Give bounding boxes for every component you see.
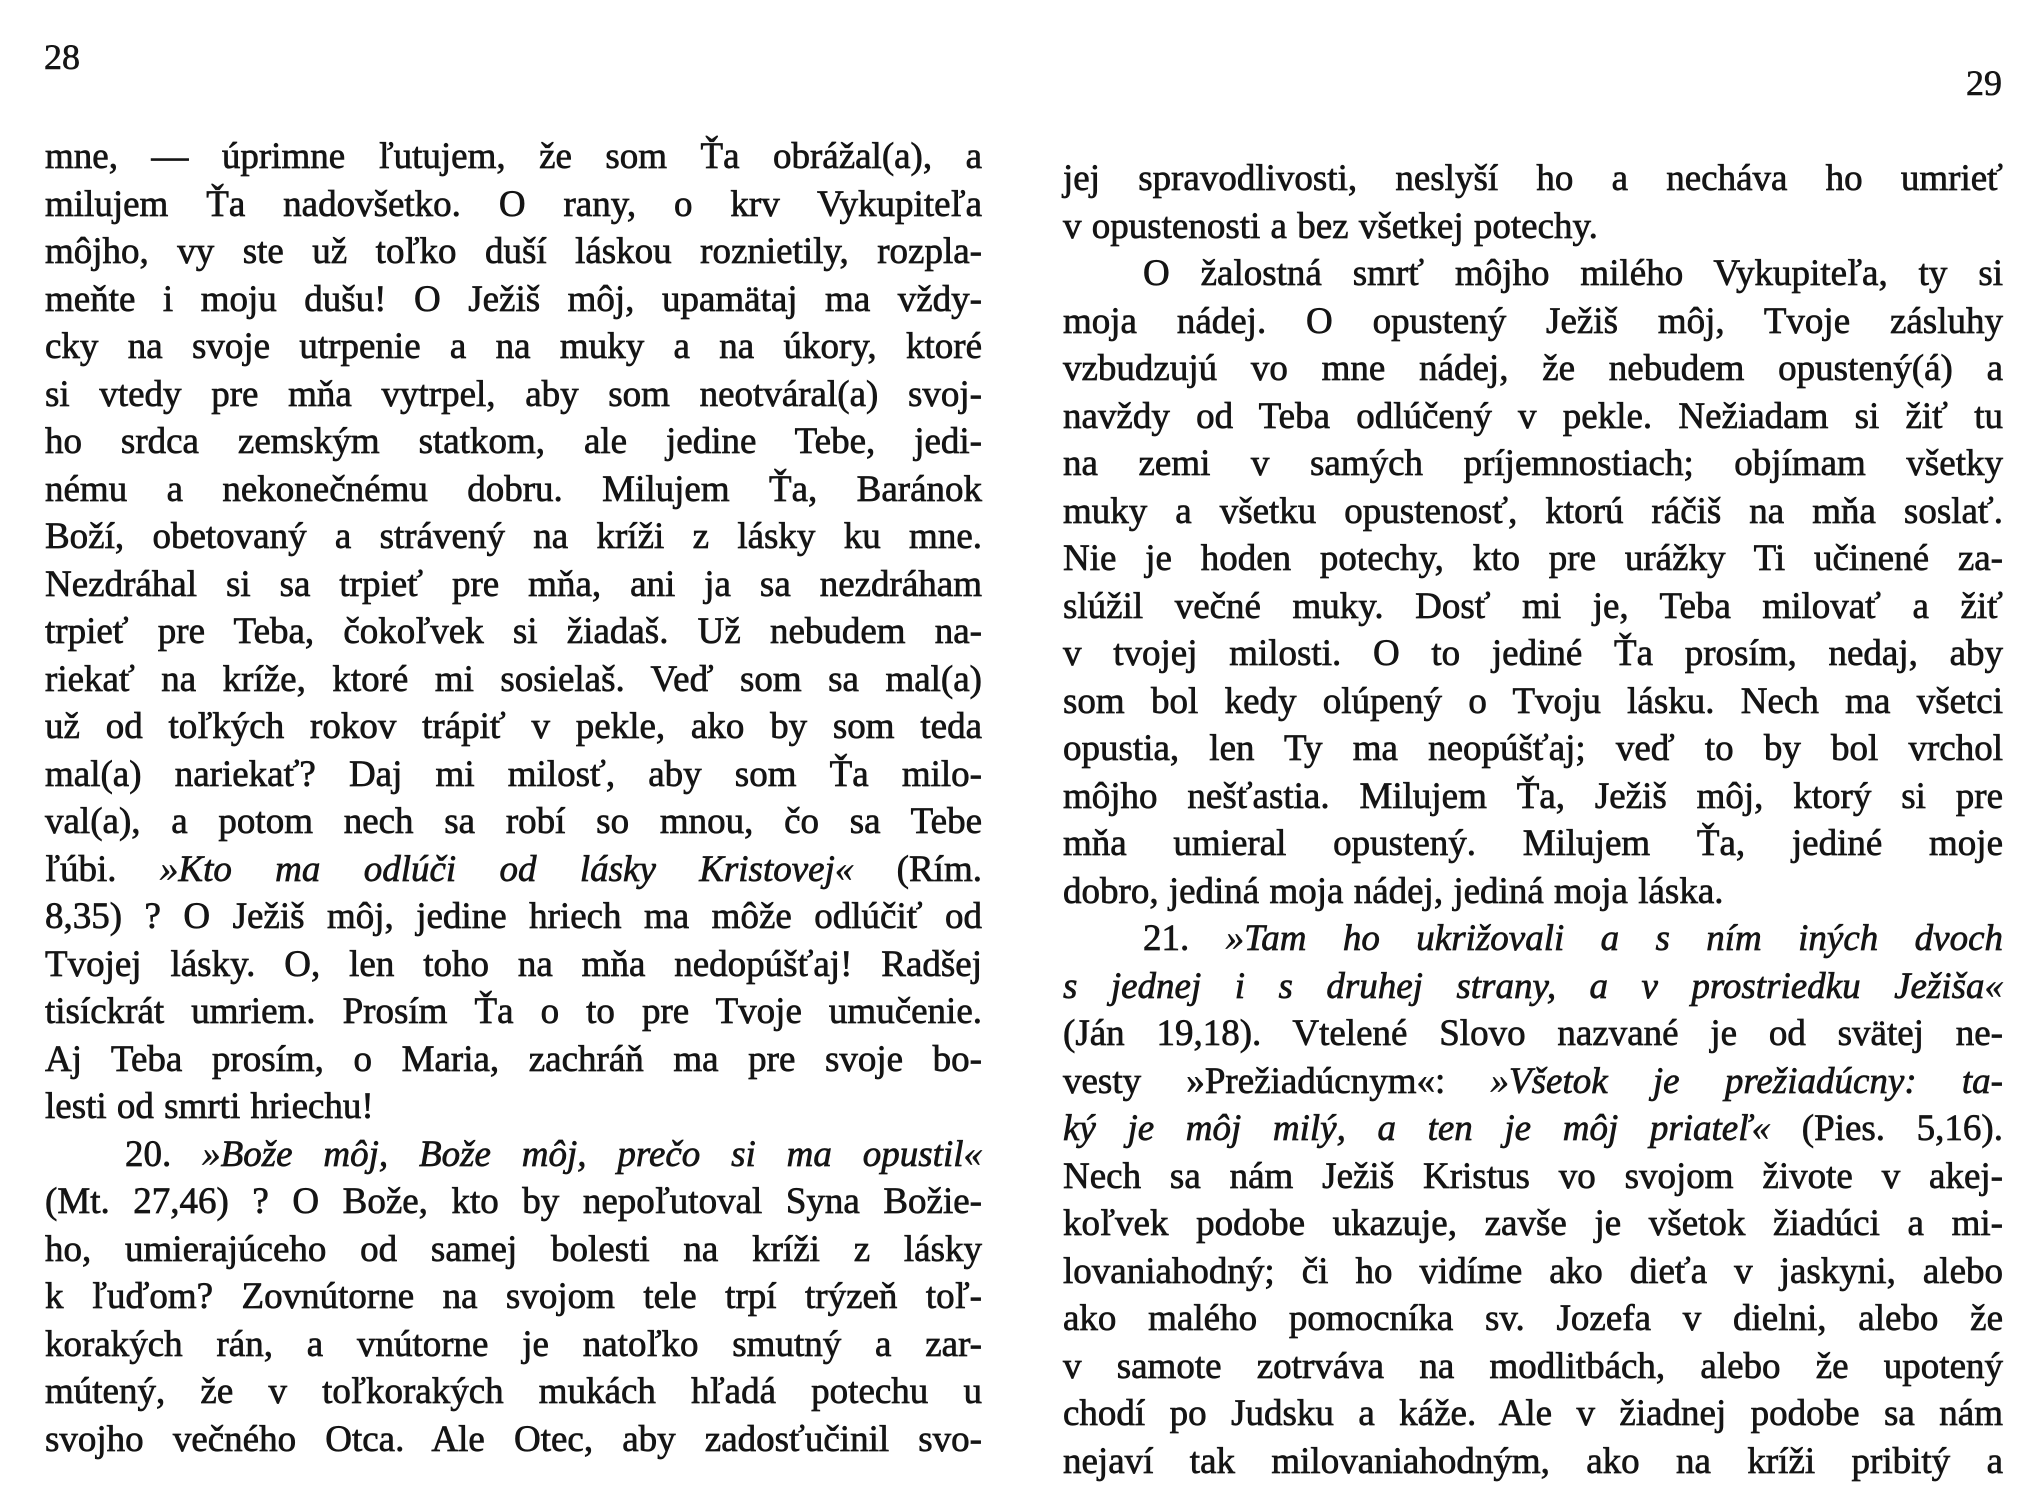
text-run: vesty »Prežiadúcnym«: (1063, 1060, 1491, 1102)
italic-quote: »Všetok je prežiadúcny: ta- (1490, 1060, 2003, 1102)
text-line (45, 181, 982, 229)
text-line (45, 846, 982, 894)
text-line (45, 941, 982, 989)
text-run: Nie je hoden potechy, kto pre urážky Ti učinené za- (1063, 538, 2003, 579)
text-run: lesti od smrti hriechu! (45, 1086, 374, 1127)
text-run: Tvojej lásky. O, len toho na mňa nedopúšťaj! Radšej (45, 943, 982, 985)
text-run: nejaví tak milovaniahodným, ako na kríži pribitý a (1063, 1440, 2003, 1482)
text-line (1063, 298, 2003, 346)
text-line (45, 1131, 982, 1179)
text-run: ho srdca zemským statkom, ale jedine Tebe, jedi- (45, 421, 982, 462)
text-run: Nech sa nám Ježiš Kristus vo svojom živote v akej- (1063, 1155, 2003, 1197)
text-line (1063, 155, 2003, 203)
text-run: O žalostná smrť môjho milého Vykupiteľa, ty si (1143, 253, 2003, 294)
text-line (1063, 820, 2003, 868)
text-run: moja nádej. O opustený Ježiš môj, Tvoje zásluhy (1063, 300, 2003, 342)
text-line (45, 703, 982, 751)
page-number-left: 28 (44, 37, 80, 77)
text-line (45, 751, 982, 799)
text-line (45, 656, 982, 704)
text-line (1063, 250, 2003, 298)
text-line (45, 1226, 982, 1274)
text-run: Boží, obetovaný a strávený na kríži z lásky ku mne. (45, 516, 982, 557)
text-line (45, 1083, 982, 1131)
text-line (1063, 725, 2003, 773)
text-run: môjho nešťastia. Milujem Ťa, Ježiš môj, ktorý si pre (1063, 775, 2003, 817)
text-run: lovaniahodný; či ho vidíme ako dieťa v jaskyni, alebo (1063, 1250, 2003, 1292)
text-line (1063, 1390, 2003, 1438)
text-line (1063, 1105, 2003, 1153)
text-line (45, 798, 982, 846)
text-run: navždy od Teba odlúčený v pekle. Nežiadam si žiť tu (1063, 395, 2003, 437)
text-run: mňa umieral opustený. Milujem Ťa, jediné moje (1063, 823, 2003, 864)
text-line (45, 893, 982, 941)
text-run: ako malého pomocníka sv. Jozefa v dielni, alebo že (1063, 1298, 2003, 1339)
text-run: vzbudzujú vo mne nádej, že nebudem opustený(á) a (1063, 348, 2003, 389)
text-run: už od toľkých rokov trápiť v pekle, ako by som teda (45, 706, 982, 747)
text-run: v tvojej milosti. O to jediné Ťa prosím, nedaj, aby (1063, 633, 2003, 674)
text-run: opustia, len Ty ma neopúšťaj; veď to by bol vrchol (1063, 728, 2003, 769)
text-line (45, 1036, 982, 1084)
text-run: (Pies. 5,16). (1770, 1108, 2003, 1149)
italic-quote: s jednej i s druhej strany, a v prostriedku Ježiša« (1063, 965, 2003, 1007)
italic-quote: »Bože môj, Bože môj, prečo si ma opustil« (202, 1133, 983, 1175)
text-line (45, 513, 982, 561)
text-run: som bol kedy olúpený o Tvoju lásku. Nech ma všetci (1063, 680, 2003, 722)
text-run: (Mt. 27,46) ? O Bože, kto by nepoľutoval Syna Božie- (45, 1181, 982, 1222)
text-line (45, 371, 982, 419)
text-run: jej spravodlivosti, neslyší ho a necháva ho umrieť (1063, 158, 2003, 199)
italic-quote: ký je môj milý, a ten je môj priateľ« (1063, 1108, 1771, 1149)
text-run: muky a všetku opustenosť, ktorú ráčiš na mňa soslať. (1063, 490, 2003, 532)
text-line (1063, 915, 2003, 963)
text-run: riekať na kríže, ktoré mi sosielaš. Veď som sa mal(a) (45, 658, 982, 700)
text-run: korakých rán, a vnútorne je natoľko smutný a zar- (45, 1323, 982, 1365)
text-run: svojho večného Otca. Ale Otec, aby zadosťučinil svo- (45, 1418, 982, 1460)
text-line (45, 1273, 982, 1321)
text-line (1063, 440, 2003, 488)
text-run: mne, — úprimne ľutujem, že som Ťa obrážal(a), a (45, 136, 982, 177)
left-page-text (45, 133, 982, 1463)
text-line (45, 561, 982, 609)
text-run: nému a nekonečnému dobru. Milujem Ťa, Baránok (45, 468, 982, 510)
text-line (1063, 1343, 2003, 1391)
text-line (45, 228, 982, 276)
text-run: cky na svoje utrpenie a na muky a na úkory, ktoré (45, 326, 982, 367)
right-page-text (1063, 155, 2003, 1485)
text-run: mútený, že v toľkorakých mukách hľadá potechu u (45, 1371, 982, 1412)
text-line (45, 133, 982, 181)
text-line (1063, 1248, 2003, 1296)
text-line (1063, 1438, 2003, 1486)
text-run: tisíckrát umriem. Prosím Ťa o to pre Tvoje umučenie. (45, 991, 982, 1032)
text-run: koľvek podobe ukazuje, zavše je všetok žiadúci a mi- (1063, 1203, 2003, 1244)
text-line (1063, 678, 2003, 726)
text-run: na zemi v samých príjemnostiach; objímam všetky (1063, 443, 2003, 484)
text-line (1063, 535, 2003, 583)
text-run: 8,35) ? O Ježiš môj, jedine hriech ma môže odlúčiť od (45, 896, 982, 937)
text-line (1063, 630, 2003, 678)
text-run: môjho, vy ste už toľko duší láskou roznietily, rozpla- (45, 231, 982, 272)
text-run: (Ján 19,18). Vtelené Slovo nazvané je od svätej ne- (1063, 1013, 2003, 1054)
text-line (45, 323, 982, 371)
text-run: val(a), a potom nech sa robí so mnou, čo sa Tebe (45, 801, 982, 842)
text-line (1063, 1200, 2003, 1248)
text-run: v opustenosti a bez všetkej potechy. (1063, 205, 1598, 247)
text-run: Aj Teba prosím, o Maria, zachráň ma pre svoje bo- (45, 1038, 982, 1080)
italic-quote: »Kto ma odlúči od lásky Kristovej« (159, 848, 854, 890)
text-run: dobro, jediná moja nádej, jediná moja láska. (1063, 870, 1724, 912)
text-run: milujem Ťa nadovšetko. O rany, o krv Vykupiteľa (45, 183, 982, 225)
text-run: slúžil večné muky. Dosť mi je, Teba milovať a žiť (1063, 585, 2003, 627)
text-line (1063, 1058, 2003, 1106)
text-line (45, 466, 982, 514)
text-line (1063, 1153, 2003, 1201)
text-line (1063, 393, 2003, 441)
text-run: v samote zotrváva na modlitbách, alebo že upotený (1063, 1345, 2003, 1387)
text-line (1063, 1010, 2003, 1058)
text-run: k ľuďom? Zovnútorne na svojom tele trpí trýzeň toľ- (45, 1276, 982, 1317)
text-line (45, 1416, 982, 1464)
text-line (45, 608, 982, 656)
text-run: si vtedy pre mňa vytrpel, aby som neotváral(a) svoj- (45, 373, 982, 415)
text-run: 21. (1143, 918, 1226, 959)
text-line (45, 276, 982, 324)
text-run: ľúbi. (45, 848, 160, 890)
text-run: trpieť pre Teba, čokoľvek si žiadaš. Už nebudem na- (45, 611, 982, 652)
text-run: 20. (125, 1133, 203, 1175)
text-line (45, 418, 982, 466)
text-run: chodí po Judsku a káže. Ale v žiadnej podobe sa nám (1063, 1393, 2003, 1434)
text-line (1063, 1295, 2003, 1343)
text-run: ho, umierajúceho od samej bolesti na kríži z lásky (45, 1228, 982, 1270)
text-line (1063, 345, 2003, 393)
text-run: Nezdráhal si sa trpieť pre mňa, ani ja sa nezdráham (45, 563, 982, 605)
text-line (1063, 963, 2003, 1011)
text-line (45, 988, 982, 1036)
text-line (1063, 488, 2003, 536)
italic-quote: »Tam ho ukrižovali a s ním iných dvoch (1225, 918, 2003, 959)
text-run: meňte i moju dušu! O Ježiš môj, upamätaj ma vždy- (45, 278, 982, 320)
text-run: (Rím. (853, 848, 982, 890)
text-line (1063, 868, 2003, 916)
page-number-right: 29 (1966, 63, 2002, 103)
text-line (1063, 203, 2003, 251)
text-line (45, 1368, 982, 1416)
text-line (45, 1321, 982, 1369)
text-run: mal(a) nariekať? Daj mi milosť, aby som Ťa milo- (45, 753, 982, 795)
text-line (1063, 583, 2003, 631)
text-line (45, 1178, 982, 1226)
text-line (1063, 773, 2003, 821)
